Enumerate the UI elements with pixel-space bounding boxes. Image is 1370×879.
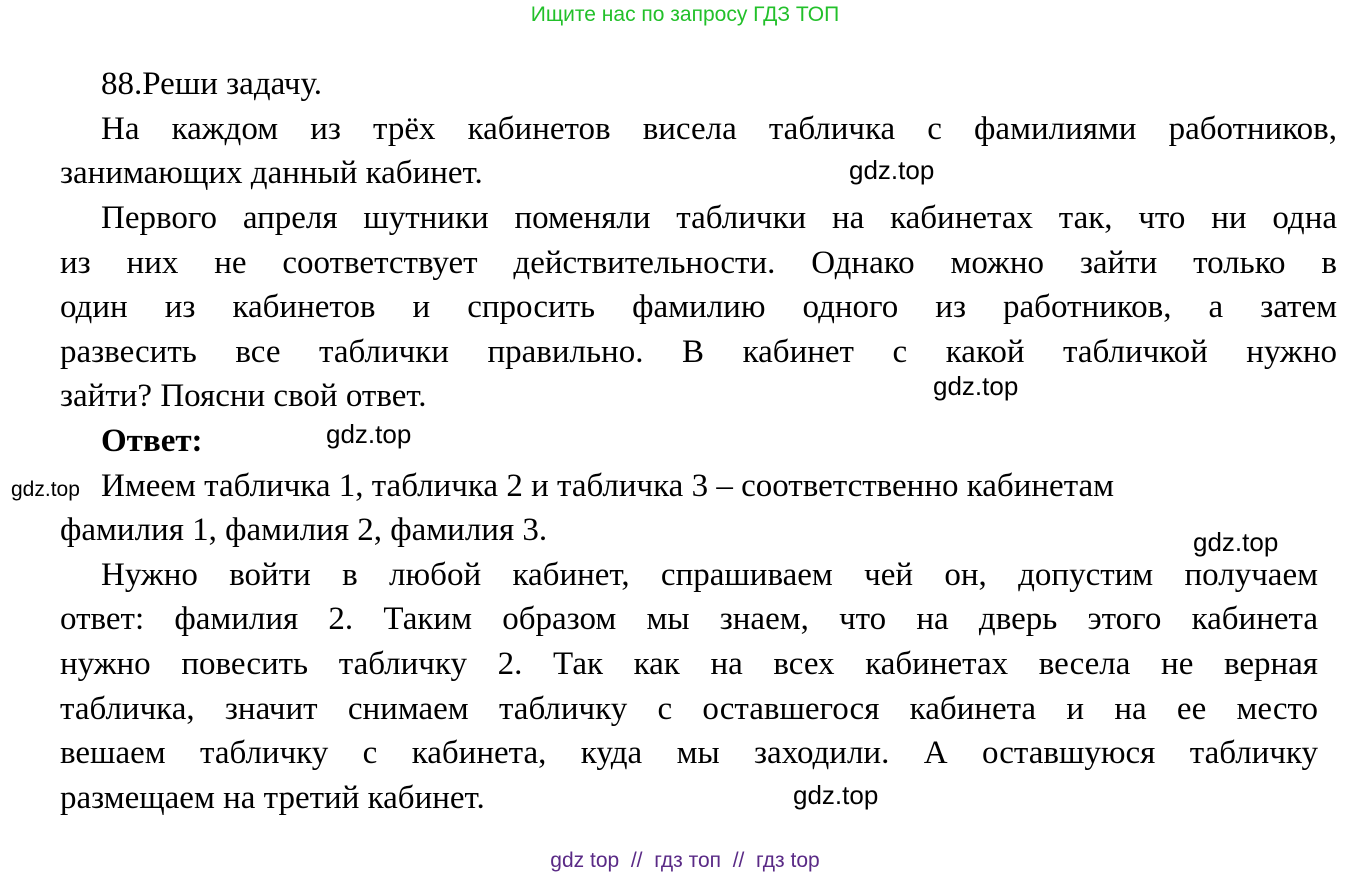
answer-line-6: табличка, значит снимаем табличку с оставшегося кабинета и на ее место [60, 691, 1318, 727]
answer-label: Ответ: [101, 423, 203, 459]
task-line-4: из них не соответствует действительности. Однако можно зайти только в [60, 245, 1337, 281]
task-line-5: один из кабинетов и спросить фамилию одного из работников, а затем [60, 289, 1337, 325]
watermark-4: gdz.top [11, 478, 80, 501]
answer-line-5: нужно повесить табличку 2. Так как на всех кабинетах весела не верная [60, 646, 1318, 682]
task-line-7: зайти? Поясни свой ответ. [60, 378, 427, 414]
task-line-1: На каждом из трёх кабинетов висела табличка с фамилиями работников, [101, 111, 1337, 147]
answer-line-2: фамилия 1, фамилия 2, фамилия 3. [60, 512, 548, 548]
task-line-3: Первого апреля шутники поменяли таблички на кабинетах так, что ни одна [101, 200, 1337, 236]
answer-line-4: ответ: фамилия 2. Таким образом мы знаем, что на дверь этого кабинета [60, 601, 1318, 637]
watermark-2: gdz.top [933, 371, 1019, 401]
watermark-5: gdz.top [1193, 527, 1279, 557]
task-line-6: развесить все таблички правильно. В кабинет с какой табличкой нужно [60, 334, 1337, 370]
task-line-2: занимающих данный кабинет. [60, 155, 483, 191]
top-banner: Ищите нас по запросу ГДЗ ТОП [530, 3, 840, 26]
task-title: 88.Реши задачу. [101, 66, 322, 102]
watermark-6: gdz.top [793, 780, 879, 810]
watermark-3: gdz.top [326, 419, 412, 449]
footer-credits: gdz top // гдз топ // гдз top [550, 849, 820, 872]
answer-line-7: вешаем табличку с кабинета, куда мы заходили. А оставшуюся табличку [60, 735, 1318, 771]
watermark-1: gdz.top [849, 155, 935, 185]
answer-line-1: Имеем табличка 1, табличка 2 и табличка 3 – соответственно кабинетам [101, 468, 1115, 504]
answer-line-3: Нужно войти в любой кабинет, спрашиваем чей он, допустим получаем [101, 557, 1318, 593]
answer-line-8: размещаем на третий кабинет. [60, 780, 485, 816]
